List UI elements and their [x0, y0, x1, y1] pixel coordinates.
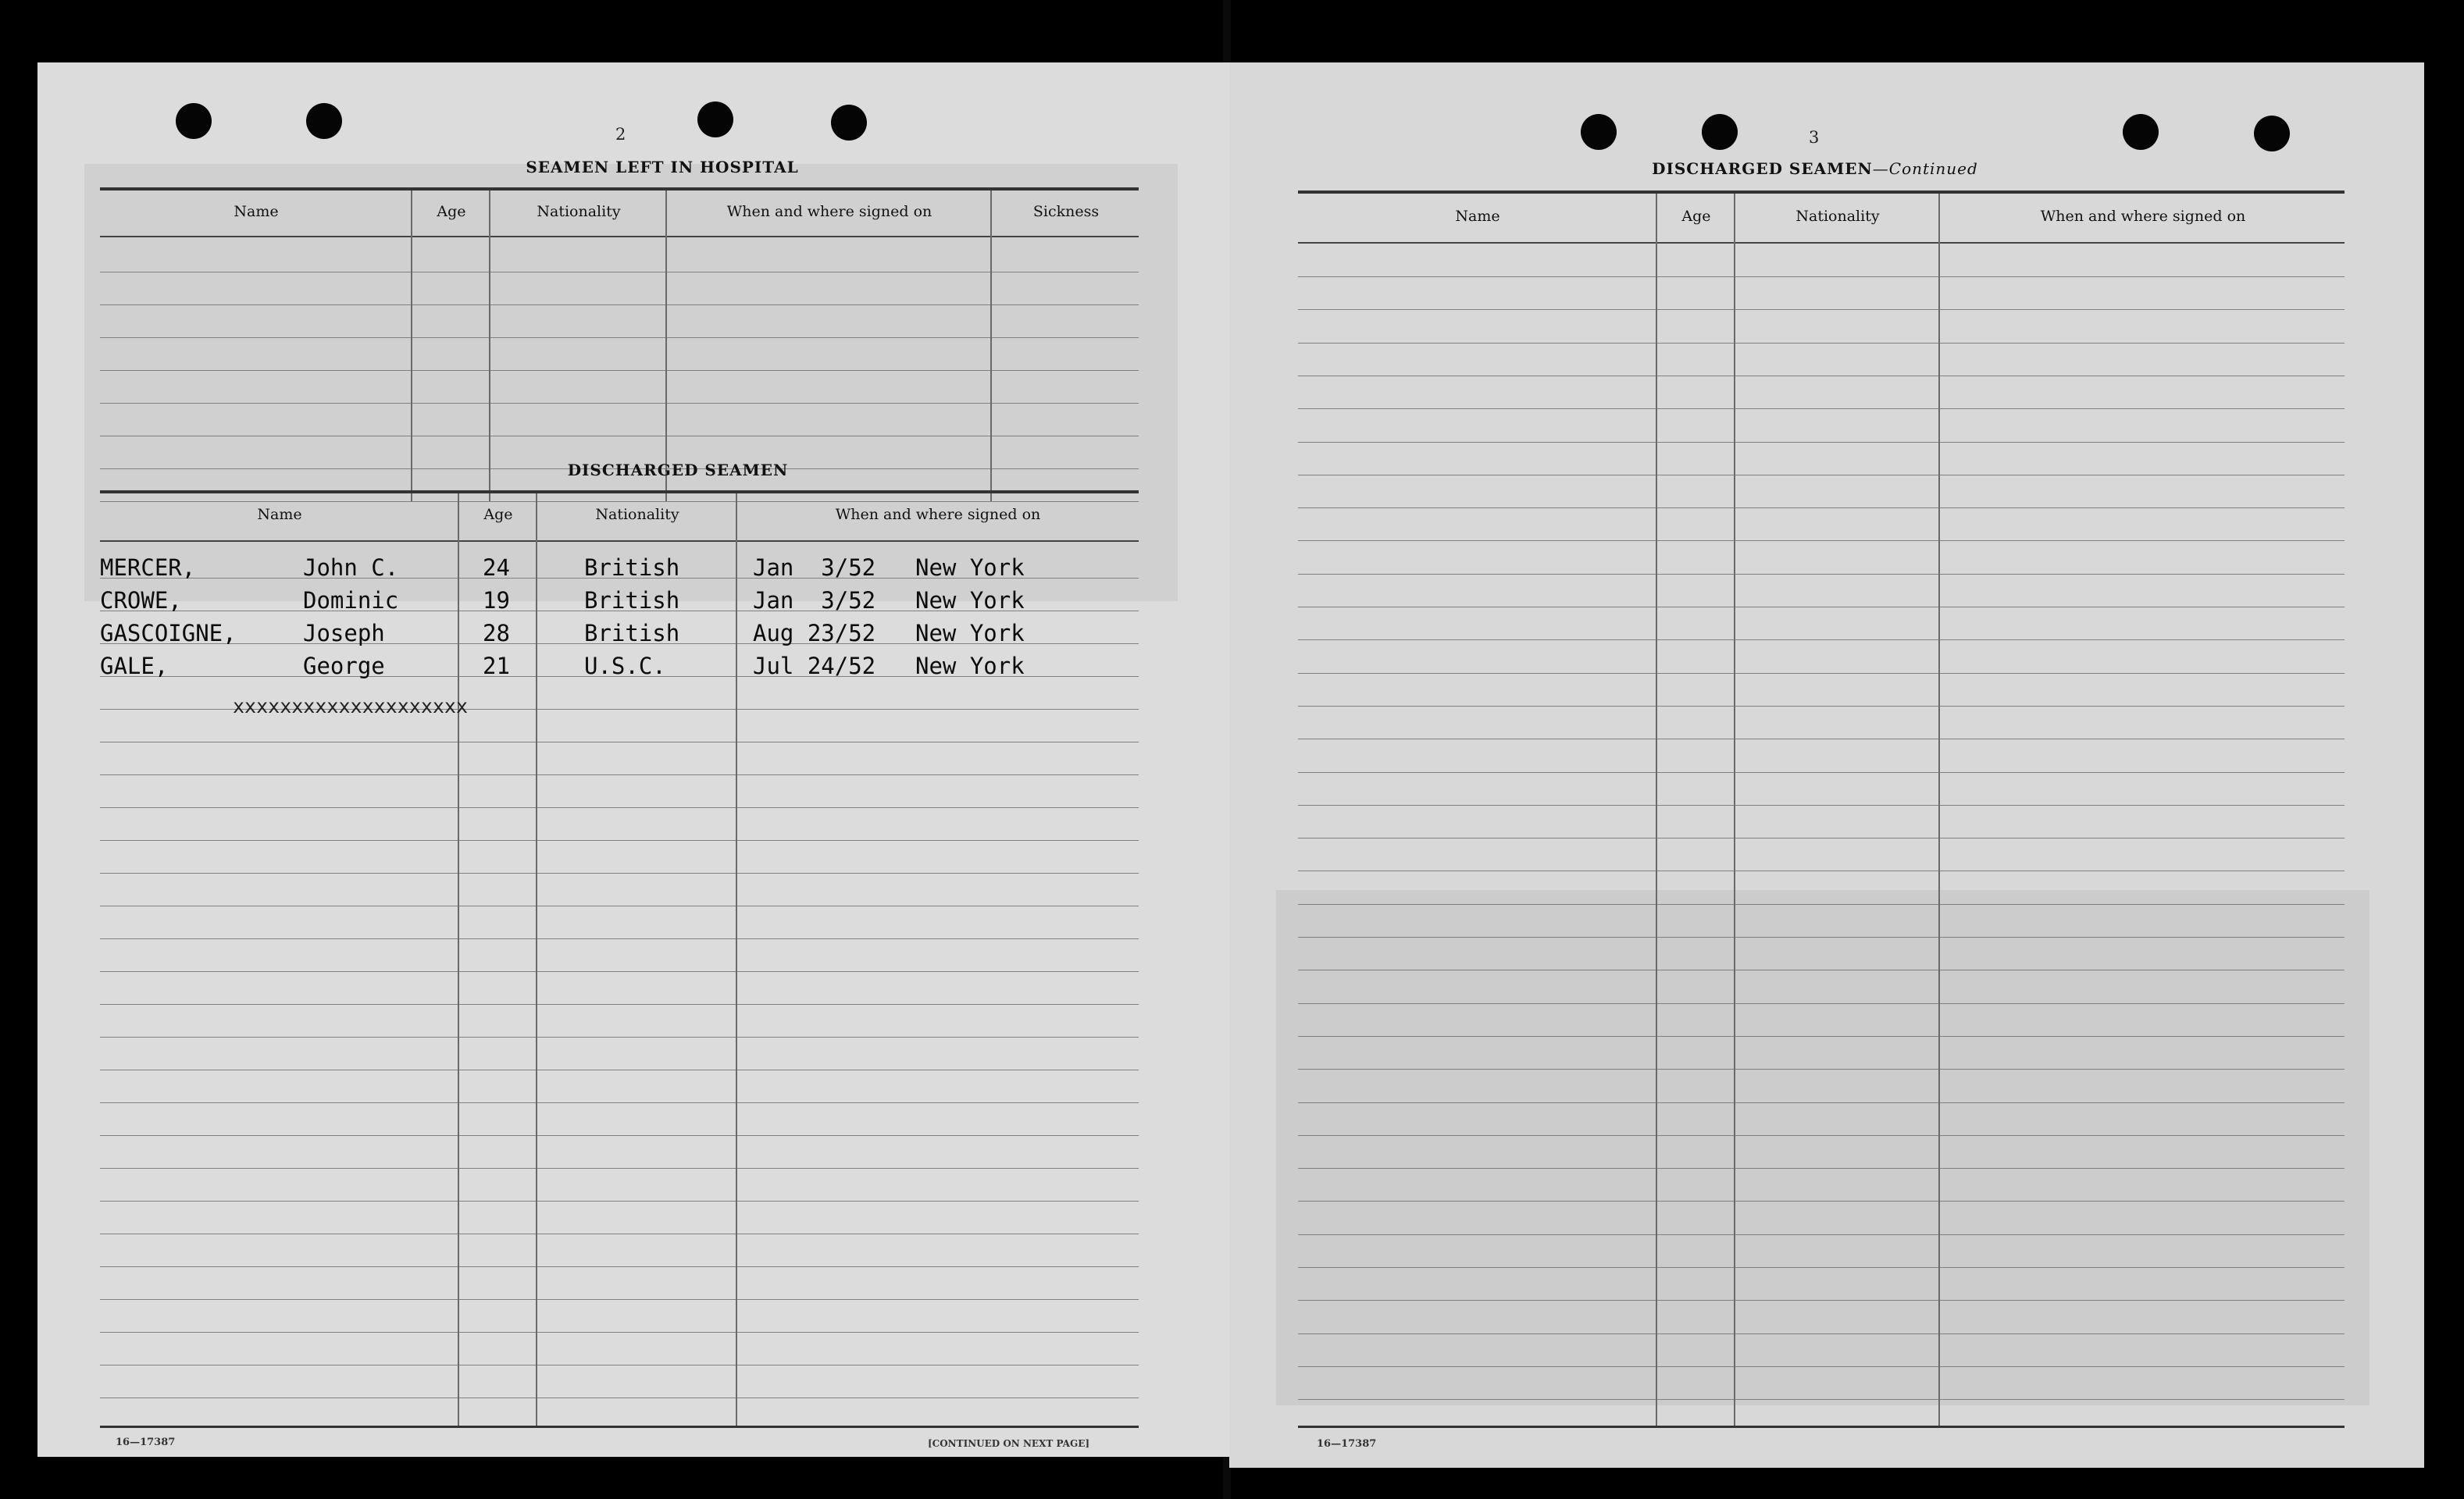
- entry-age: 24: [483, 554, 510, 581]
- entry-surname: GASCOIGNE,: [100, 620, 237, 646]
- column-divider: [536, 493, 537, 1426]
- row-rule: [100, 1168, 1139, 1169]
- entry-age: 19: [483, 587, 510, 614]
- entry-signed-place: New York: [915, 620, 1025, 646]
- punch-hole: [1581, 114, 1617, 150]
- row-rule: [1298, 904, 2345, 905]
- entry-signed-place: New York: [915, 587, 1025, 614]
- row-rule: [1298, 805, 2345, 806]
- column-divider: [990, 190, 992, 501]
- discharged-header-age: Age: [483, 506, 513, 523]
- column-divider: [411, 190, 412, 501]
- row-rule: [1298, 1300, 2345, 1301]
- row-rule: [100, 304, 1139, 305]
- entry-signed-date: Jan 3/52: [753, 587, 876, 614]
- page-number: 3: [1809, 128, 1820, 147]
- form-number: 16—17387: [1317, 1438, 1377, 1450]
- discharged-header-signed-on: When and where signed on: [835, 506, 1041, 523]
- row-rule: [1298, 1267, 2345, 1268]
- row-rule: [1298, 937, 2345, 938]
- entry-signed-place: New York: [915, 653, 1025, 679]
- discharged-header-name: Name: [257, 506, 302, 523]
- entry-surname: GALE,: [100, 653, 169, 679]
- right-header-signed-on: When and where signed on: [2040, 208, 2246, 225]
- hospital-header-signed-on: When and where signed on: [726, 203, 932, 220]
- punch-hole: [697, 101, 733, 137]
- continued-note: [CONTINUED ON NEXT PAGE]: [928, 1438, 1090, 1449]
- row-rule: [100, 938, 1139, 939]
- row-rule: [100, 1299, 1139, 1300]
- row-rule: [100, 774, 1139, 775]
- row-rule: [1298, 1069, 2345, 1070]
- row-rule: [1298, 408, 2345, 409]
- column-divider: [489, 190, 490, 501]
- entry-given-name: Dominic: [303, 587, 399, 614]
- row-rule: [1298, 574, 2345, 575]
- entry-signed-date: Jan 3/52: [753, 554, 876, 581]
- header-rule: [100, 540, 1139, 542]
- entry-surname: CROWE,: [100, 587, 182, 614]
- header-rule: [100, 236, 1139, 237]
- right-section-title: [1346, 159, 2284, 178]
- entry-age: 28: [483, 620, 510, 646]
- right-section-title-main: DISCHARGED SEAMEN: [1652, 159, 1873, 178]
- header-rule: [1298, 242, 2345, 244]
- punch-hole: [176, 103, 212, 139]
- row-rule: [1298, 1135, 2345, 1136]
- row-rule: [100, 807, 1139, 808]
- entry-age: 21: [483, 653, 510, 679]
- row-rule: [100, 1135, 1139, 1136]
- row-rule: [1298, 343, 2345, 344]
- entry-nationality: British: [584, 620, 680, 646]
- row-rule: [100, 971, 1139, 972]
- row-rule: [1298, 838, 2345, 839]
- row-rule: [1298, 1399, 2345, 1400]
- discharged-header-nationality: Nationality: [595, 506, 679, 523]
- discharged-section-title: DISCHARGED SEAMEN: [567, 461, 789, 479]
- row-rule: [1298, 673, 2345, 674]
- right-header-age: Age: [1681, 208, 1711, 225]
- row-rule: [1298, 1366, 2345, 1367]
- row-rule: [1298, 1234, 2345, 1235]
- row-rule: [1298, 1036, 2345, 1037]
- row-rule: [100, 1004, 1139, 1005]
- form-number: 16—17387: [116, 1437, 176, 1448]
- column-divider: [736, 493, 737, 1426]
- row-rule: [1298, 639, 2345, 640]
- row-rule: [1298, 1333, 2345, 1334]
- row-rule: [100, 403, 1139, 404]
- row-rule: [100, 337, 1139, 338]
- entry-given-name: George: [303, 653, 385, 679]
- table-top-rule: [100, 490, 1139, 493]
- hospital-header-nationality: Nationality: [537, 203, 621, 220]
- row-rule: [1298, 442, 2345, 443]
- row-rule: [1298, 1168, 2345, 1169]
- page-number: 2: [615, 125, 626, 144]
- row-rule: [1298, 1201, 2345, 1202]
- hospital-header-name: Name: [234, 203, 279, 220]
- entry-nationality: British: [584, 587, 680, 614]
- punch-hole: [2254, 116, 2290, 151]
- row-rule: [100, 1037, 1139, 1038]
- right-header-name: Name: [1455, 208, 1500, 225]
- row-rule: [1298, 706, 2345, 707]
- entry-surname: MERCER,: [100, 554, 196, 581]
- table-top-rule: [100, 187, 1139, 190]
- punch-hole: [306, 103, 342, 139]
- strike-line: xxxxxxxxxxxxxxxxxxxx: [233, 695, 469, 717]
- column-divider: [1656, 194, 1657, 1426]
- row-rule: [100, 840, 1139, 841]
- hospital-header-age: Age: [437, 203, 466, 220]
- row-rule: [1298, 276, 2345, 277]
- row-rule: [1298, 309, 2345, 310]
- right-section-title-suffix: —Continued: [1872, 159, 1978, 178]
- punch-hole: [1702, 114, 1738, 150]
- right-header-nationality: Nationality: [1795, 208, 1880, 225]
- table-bottom-rule: [1298, 1426, 2345, 1428]
- bleed-through: [1276, 890, 2370, 1405]
- row-rule: [100, 873, 1139, 874]
- punch-hole: [831, 105, 867, 141]
- bleed-through: [84, 164, 1178, 601]
- entry-given-name: Joseph: [303, 620, 385, 646]
- left-page: [37, 62, 1229, 1457]
- row-rule: [100, 1266, 1139, 1267]
- column-divider: [1938, 194, 1940, 1426]
- column-divider: [1734, 194, 1735, 1426]
- row-rule: [100, 1201, 1139, 1202]
- row-rule: [1298, 507, 2345, 508]
- column-divider: [458, 493, 459, 1426]
- hospital-header-sickness: Sickness: [1032, 203, 1100, 220]
- entry-given-name: John C.: [303, 554, 399, 581]
- entry-signed-place: New York: [915, 554, 1025, 581]
- table-top-rule: [1298, 190, 2345, 194]
- punch-hole: [2123, 114, 2159, 150]
- table-bottom-rule: [100, 1426, 1139, 1428]
- entry-nationality: U.S.C.: [584, 653, 666, 679]
- row-rule: [1298, 1102, 2345, 1103]
- row-rule: [1298, 772, 2345, 773]
- entry-signed-date: Jul 24/52: [753, 653, 876, 679]
- row-rule: [100, 370, 1139, 371]
- row-rule: [100, 1102, 1139, 1103]
- row-rule: [100, 1332, 1139, 1333]
- column-divider: [665, 190, 667, 501]
- hospital-section-title: SEAMEN LEFT IN HOSPITAL: [526, 158, 799, 176]
- right-page: [1229, 62, 2424, 1468]
- entry-nationality: British: [584, 554, 680, 581]
- entry-signed-date: Aug 23/52: [753, 620, 876, 646]
- row-rule: [1298, 540, 2345, 541]
- row-rule: [100, 501, 1139, 502]
- row-rule: [1298, 1003, 2345, 1004]
